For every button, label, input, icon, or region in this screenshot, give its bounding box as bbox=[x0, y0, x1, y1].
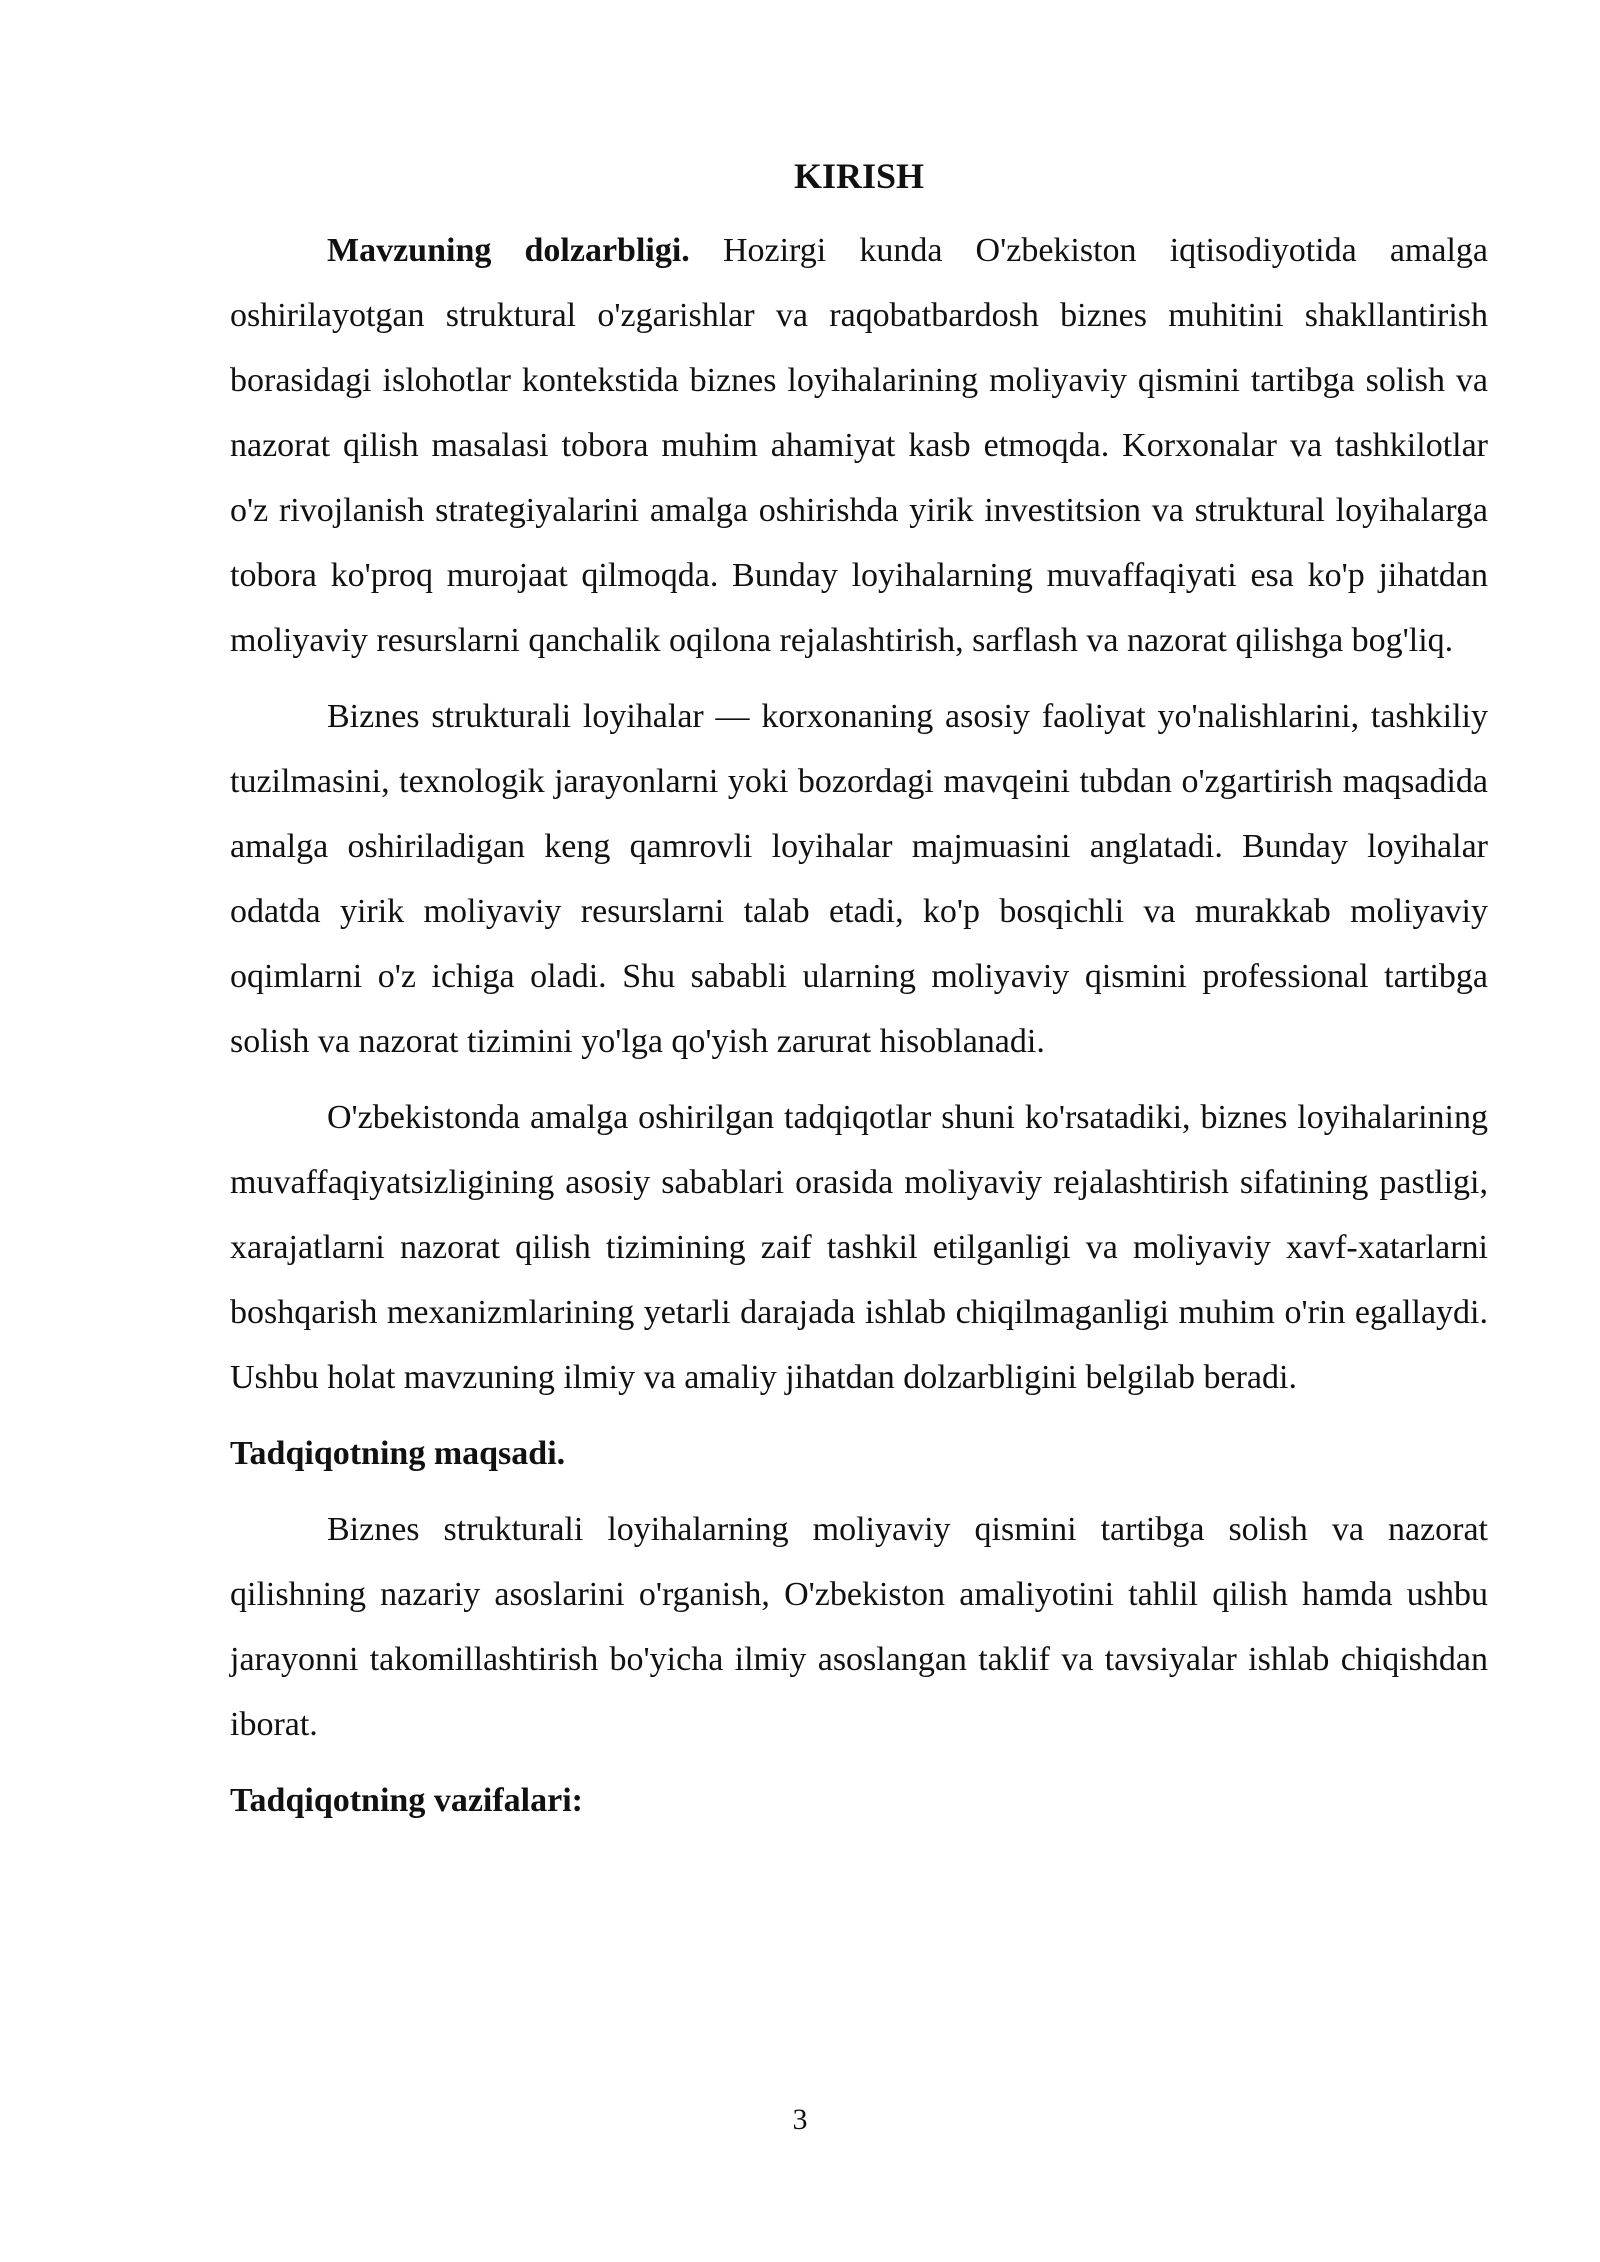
paragraph-text: Biznes strukturali loyihalarning moliyaviy qismini tartibga solish va nazorat qilishning nazariy asoslarini o'rganish, O'zbekiston amaliyotini tahlil qilish hamda ushbu jarayonni takomillashtirish bo'yicha ilmiy asoslangan taklif va tavsiyalar ishlab chiqishdan iborat. bbox=[230, 1511, 1488, 1743]
paragraph-text: O'zbekistonda amalga oshirilgan tadqiqotlar shuni ko'rsatadiki, biznes loyihalarining muvaffaqiyatsizligining asosiy sabablari orasida moliyaviy rejalashtirish sifatining pastligi, xarajatlarni nazorat qilish tizimining zaif tashkil etilganligi va moliyaviy xavf-xatarlarni boshqarish mexanizmlarining yetarli darajada ishlab chiqilmaganligi muhim o'rin egallaydi. Ushbu holat mavzuning ilmiy va amaliy jihatdan dolzarbligini belgilab beradi. bbox=[230, 1099, 1488, 1396]
paragraph-definition bbox=[230, 684, 1488, 1074]
section-heading-goal: Tadqiqotning maqsadi. bbox=[230, 1435, 566, 1472]
paragraph-text: Biznes strukturali loyihalar — korxonaning asosiy faoliyat yo'nalishlarini, tashkiliy tuzilmasini, texnologik jarayonlarni yoki bozordagi mavqeini tubdan o'zgartirish maqsadida amalga oshiriladigan keng qamrovli loyihalar majmuasini anglatadi. Bunday loyihalar odatda yirik moliyaviy resurslarni talab etadi, ko'p bosqichli va murakkab moliyaviy oqimlarni o'z ichiga oladi. Shu sababli ularning moliyaviy qismini professional tartibga solish va nazorat tizimini yo'lga qo'yish zarurat hisoblanadi. bbox=[230, 698, 1488, 1060]
page-content bbox=[230, 150, 1488, 1844]
paragraph-goal bbox=[230, 1497, 1488, 1757]
paragraph-relevance bbox=[230, 218, 1488, 673]
paragraph-lead: Mavzuning dolzarbligi. bbox=[327, 232, 690, 269]
page-title: KIRISH bbox=[793, 156, 925, 196]
page-number: 3 bbox=[792, 2103, 808, 2136]
paragraph-text: Hozirgi kunda O'zbekiston iqtisodiyotida amalga oshirilayotgan struktural o'zgarishlar va raqobatbardosh biznes muhitini shakllantirish borasidagi islohotlar kontekstida biznes loyihalarining moliyaviy qismini tartibga solish va nazorat qilish masalasi tobora muhim ahamiyat kasb etmoqda. Korxonalar va tashkilotlar o'z rivojlanish strategiyalarini amalga oshirishda yirik investitsion va struktural loyihalarga tobora ko'proq murojaat qilmoqda. Bunday loyihalarning muvaffaqiyati esa ko'p jihatdan moliyaviy resurslarni qanchalik oqilona rejalashtirish, sarflash va nazorat qilishga bog'liq. bbox=[230, 232, 1488, 659]
paragraph-research-findings bbox=[230, 1085, 1488, 1410]
section-heading-tasks: Tadqiqotning vazifalari: bbox=[230, 1782, 583, 1819]
